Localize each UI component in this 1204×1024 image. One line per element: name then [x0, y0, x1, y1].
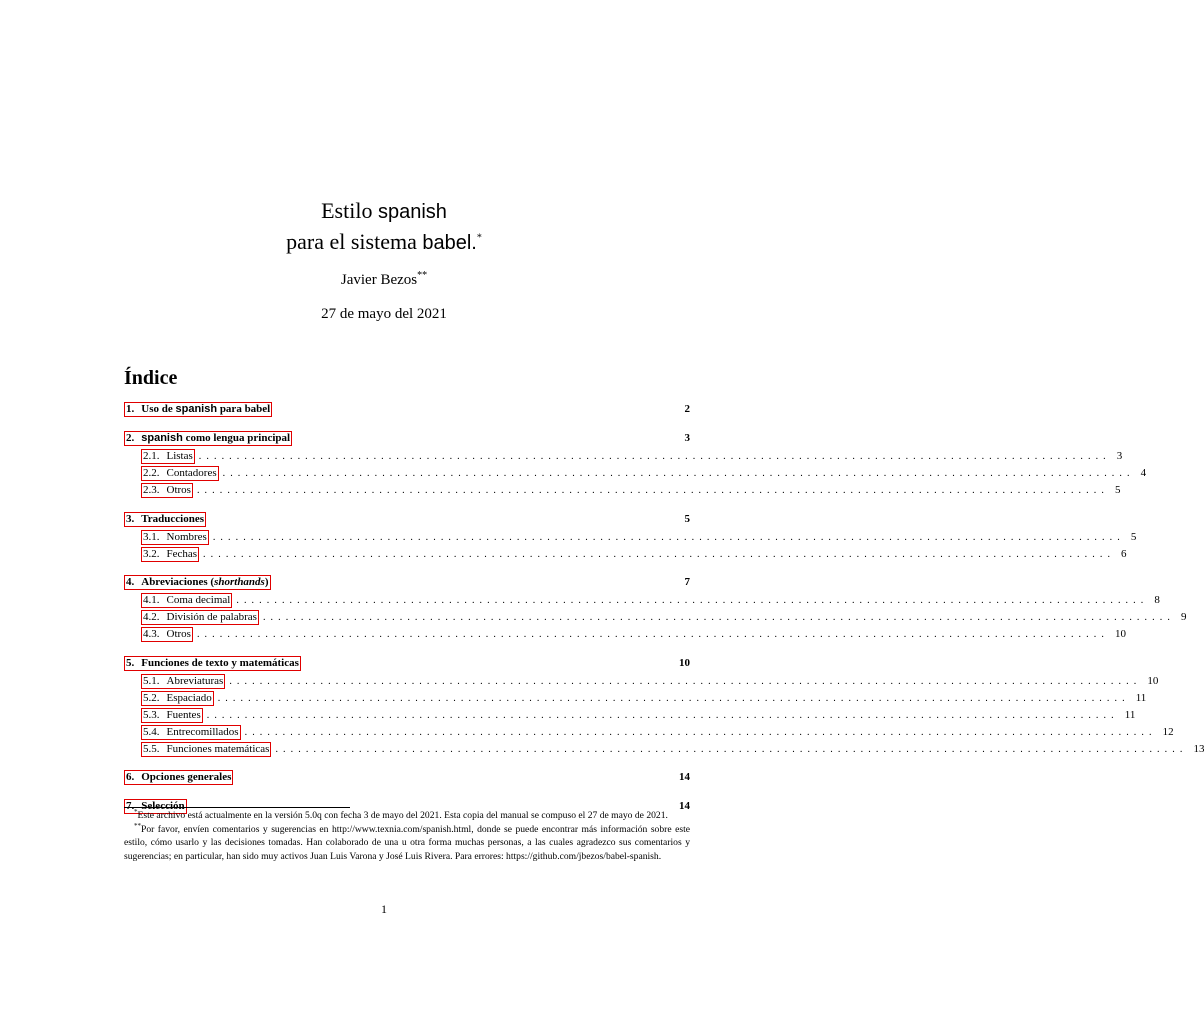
- toc-subsection-row: [124, 673, 1159, 690]
- toc-leader-dots: ........................................................................................................................: [198, 451, 1111, 462]
- author-name: Javier Bezos: [340, 272, 418, 288]
- title-block: [0, 196, 768, 324]
- toc-section: [124, 400, 690, 419]
- toc-subsection-row: [124, 465, 1147, 482]
- title-prefix-2: para el sistema: [286, 229, 423, 254]
- toc-page-number: 11: [1135, 691, 1147, 704]
- toc-section-row: [124, 429, 690, 448]
- document-date: 27 de mayo del 2021: [321, 306, 447, 322]
- title-system-name: babel: [422, 232, 472, 254]
- footnote-2: [124, 823, 690, 864]
- toc-section: [124, 654, 1204, 759]
- toc-subsection-row: [124, 546, 1127, 563]
- toc-page-number: 8: [1154, 593, 1160, 606]
- toc-section-row: [124, 768, 690, 787]
- toc-page-number: 14: [679, 771, 690, 784]
- toc-leader-dots: ........................................................................................................................: [229, 675, 1142, 687]
- toc-subsection-title: Nombres: [166, 530, 207, 543]
- footnote-rule: [124, 807, 350, 808]
- toc-subsection-number: 4.3.: [143, 628, 160, 641]
- toc-section-title-suffix: para babel: [217, 403, 271, 415]
- toc-page-number: 14: [679, 800, 690, 813]
- toc-subsection-title: Otros: [166, 484, 191, 497]
- toc-leader-dots: ........................................................................................................................: [196, 485, 1109, 497]
- toc-section-title: Abreviaciones (: [141, 575, 215, 588]
- toc-subsection-row: [124, 592, 1160, 609]
- toc-heading: Índice: [124, 367, 178, 389]
- toc-subsection-link[interactable]: [141, 691, 214, 706]
- toc-section-link[interactable]: [124, 431, 292, 446]
- page-number: 1: [381, 902, 387, 916]
- toc-page-number: 5: [684, 512, 690, 525]
- toc-subsection-link[interactable]: [141, 708, 203, 723]
- toc-section-number: 4.: [126, 575, 135, 588]
- toc-section-title: Funciones de texto y matemáticas: [141, 656, 299, 669]
- toc-subsection-link[interactable]: [141, 742, 271, 757]
- toc-section-number: 7.: [126, 800, 135, 813]
- toc-section-link[interactable]: [124, 512, 206, 527]
- toc-subsection-link[interactable]: [141, 725, 241, 740]
- toc-subsection-title: Contadores: [166, 467, 217, 480]
- toc-page-number: 10: [1147, 674, 1159, 687]
- toc-section-row: [124, 400, 690, 419]
- toc-leader-dots: ........................................................................................................................: [212, 531, 1125, 543]
- toc-section-title-package: spanish: [175, 403, 218, 415]
- title-footnote-mark[interactable]: *: [476, 232, 482, 244]
- author: [0, 270, 768, 290]
- footnote-2-text: Por favor, envíen comentarios y sugerencias en http://www.texnia.com/spanish.html, donde se puede encontrar más información sobre este estilo, cómo usarlo y las decisiones tomadas. Han colaborado de una u otra forma muchas personas, a las cuales agradezco sus comentarios y sugerencias; en particular, han sido muy activos Juan Luis Varona y José Luis Rivera. Para errores: https://github.com/jbezos/babel-spanish.: [124, 823, 690, 862]
- toc-subsection-title: Fechas: [166, 547, 198, 560]
- toc-section-number: 2.: [126, 432, 135, 444]
- document-title-line1: [0, 196, 768, 227]
- toc-subsection-number: 3.1.: [143, 530, 160, 543]
- toc-subsection-number: 4.1.: [143, 593, 160, 606]
- toc-leader-dots: ........................................................................................................................: [236, 594, 1149, 606]
- toc-section: [124, 573, 1187, 644]
- toc-subsection-title: Abreviaturas: [166, 674, 224, 687]
- toc-subsection-link[interactable]: [141, 466, 219, 481]
- toc-subsection-link[interactable]: [141, 610, 259, 625]
- footnote-1-mark: *: [134, 807, 138, 816]
- toc-page-number: 9: [1180, 611, 1187, 624]
- toc-section-link[interactable]: [124, 402, 272, 417]
- toc-subsection-row: [124, 724, 1174, 741]
- toc-page-number: 10: [1114, 628, 1126, 641]
- toc-subsection-number: 5.1.: [143, 674, 160, 687]
- footnotes: [124, 809, 690, 863]
- toc-subsection-number: 2.3.: [143, 484, 160, 497]
- toc-page-number: 11: [1124, 708, 1136, 721]
- toc-section-link[interactable]: [124, 575, 271, 590]
- toc-subsection-link[interactable]: [141, 547, 199, 562]
- toc-subsection-link[interactable]: [141, 449, 195, 464]
- toc-subsection-row: [124, 707, 1136, 724]
- toc-section-title-suffix: ): [264, 575, 269, 588]
- toc-subsection-number: 5.4.: [143, 726, 160, 739]
- toc-subsection-number: 5.3.: [143, 708, 160, 721]
- toc-leader-dots: ........................................................................................................................: [222, 468, 1135, 480]
- toc-leader-dots: ........................................................................................................................: [196, 629, 1109, 641]
- toc-section-number: 5.: [126, 656, 135, 669]
- toc-subsection-row: [124, 690, 1147, 707]
- footnote-1: [124, 809, 690, 823]
- toc-subsection-title: Espaciado: [166, 691, 212, 704]
- table-of-contents: [124, 400, 1204, 826]
- toc-section-title-italic: shorthands: [214, 575, 265, 588]
- toc-page-number: 3: [1116, 450, 1123, 462]
- toc-page-number: 5: [1114, 484, 1121, 497]
- toc-page-number: 3: [684, 432, 690, 444]
- footnote-2-mark: **: [134, 821, 141, 830]
- toc-section-number: 6.: [126, 771, 135, 784]
- toc-page-number: 13: [1193, 743, 1204, 756]
- toc-subsection-link[interactable]: [141, 483, 193, 498]
- toc-section-title: Uso de: [141, 403, 176, 415]
- toc-page-number: 6: [1121, 547, 1127, 560]
- toc-leader-dots: ........................................................................................................................: [203, 548, 1116, 560]
- footnote-1-text: Este archivo está actualmente en la versión 5.0q con fecha 3 de mayo del 2021. Esta copia del manual se compuso el 27 de mayo de 2021.: [137, 810, 668, 821]
- toc-subsection-title: División de palabras: [166, 611, 257, 624]
- title-package-name: spanish: [377, 201, 447, 223]
- toc-section-row: [124, 654, 690, 673]
- toc-section-link[interactable]: [124, 656, 301, 671]
- toc-section-row: [124, 510, 690, 529]
- toc-section-number: 1.: [126, 403, 135, 415]
- toc-section-title: Traducciones: [141, 512, 204, 525]
- toc-section-title: Selección: [141, 800, 185, 813]
- toc-subsection-number: 5.5.: [143, 743, 160, 756]
- toc-leader-dots: ........................................................................................................................: [206, 709, 1119, 721]
- toc-section-title: Opciones generales: [141, 771, 232, 784]
- title-prefix: Estilo: [321, 198, 378, 223]
- toc-leader-dots: ........................................................................................................................: [244, 727, 1157, 739]
- toc-subsection-row: [124, 609, 1187, 626]
- toc-subsection-number: 5.2.: [143, 691, 160, 704]
- toc-subsection-title: Listas: [166, 450, 193, 462]
- toc-subsection-number: 2.2.: [143, 467, 160, 480]
- toc-section-link[interactable]: [124, 770, 233, 785]
- toc-section: [124, 510, 1137, 563]
- toc-page-number: 2: [684, 403, 690, 415]
- toc-subsection-title: Funciones matemáticas: [166, 743, 270, 756]
- title-period: .: [471, 232, 477, 254]
- toc-subsection-title: Coma decimal: [166, 593, 231, 606]
- toc-section-title-package: spanish: [141, 432, 183, 444]
- toc-subsection-row: [124, 741, 1204, 758]
- toc-page-number: 10: [679, 656, 690, 669]
- toc-leader-dots: ........................................................................................................................: [262, 612, 1175, 624]
- toc-subsection-title: Entrecomillados: [166, 726, 239, 739]
- toc-page-number: 12: [1162, 726, 1174, 739]
- toc-subsection-number: 4.2.: [143, 611, 160, 624]
- toc-subsection-link[interactable]: [141, 674, 225, 689]
- document-title-line2: [0, 227, 768, 258]
- toc-section: [124, 429, 1147, 500]
- toc-subsection-row: [124, 626, 1126, 643]
- toc-section-title-suffix: como lengua principal: [182, 432, 291, 444]
- toc-section-number: 3.: [126, 512, 135, 525]
- toc-subsection-title: Fuentes: [166, 708, 201, 721]
- toc-leader-dots: ........................................................................................................................: [217, 692, 1130, 704]
- toc-subsection-link[interactable]: [141, 530, 209, 545]
- toc-subsection-row: [124, 529, 1137, 546]
- toc-section-row: [124, 573, 690, 592]
- author-footnote-mark[interactable]: **: [417, 270, 428, 281]
- toc-page-number: 5: [1130, 530, 1137, 543]
- toc-subsection-title: Otros: [166, 628, 191, 641]
- toc-subsection-number: 3.2.: [143, 547, 160, 560]
- toc-subsection-link[interactable]: [141, 593, 232, 608]
- toc-subsection-number: 2.1.: [143, 450, 160, 462]
- toc-subsection-row: [124, 482, 1121, 499]
- toc-subsection-link[interactable]: [141, 627, 193, 642]
- toc-section: [124, 768, 690, 787]
- toc-leader-dots: ........................................................................................................................: [275, 744, 1188, 756]
- toc-page-number: 4: [1140, 467, 1147, 480]
- toc-subsection-row: [124, 448, 1123, 465]
- toc-page-number: 7: [684, 575, 690, 588]
